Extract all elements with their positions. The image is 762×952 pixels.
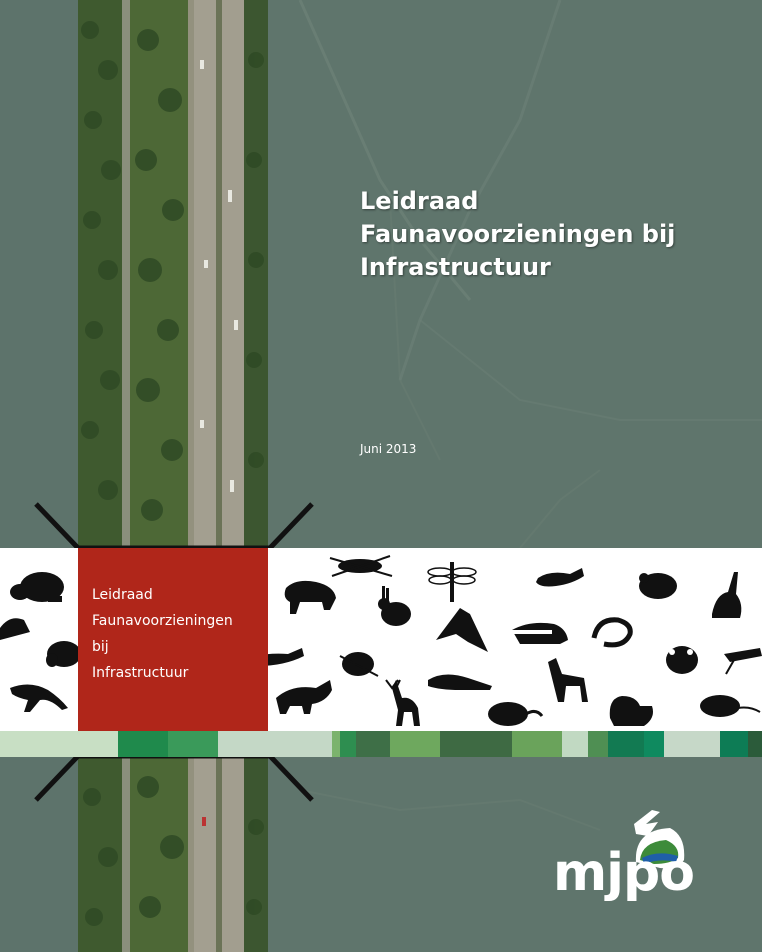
dragonfly-icon: [428, 562, 476, 602]
color-stripe: [332, 731, 340, 757]
beetle-icon: [330, 556, 392, 576]
series-line-1: Leidraad: [92, 587, 153, 603]
otter-icon: [536, 568, 584, 587]
beaver-icon: [10, 572, 64, 602]
hare-icon: [378, 586, 411, 626]
deer-icon: [548, 658, 588, 702]
title-line-2: Faunavoorzieningen bij: [360, 220, 676, 248]
color-stripe: [0, 731, 118, 757]
publication-date: Juni 2013: [360, 442, 417, 456]
cover-title: [360, 185, 675, 284]
stag-icon: [386, 680, 420, 726]
title-line-3: Infrastructuur: [360, 253, 551, 281]
color-stripe: [356, 731, 390, 757]
mouse-icon: [700, 695, 760, 717]
series-line-2: Faunavoorzieningen: [92, 613, 233, 629]
badger-icon: [512, 623, 568, 644]
wild-boar-icon: [285, 581, 336, 614]
series-line-3: bij: [92, 639, 109, 655]
color-stripe: [720, 731, 748, 757]
color-stripe: [562, 731, 588, 757]
bridge-bracket-bottom: [30, 752, 320, 804]
hedgehog-icon: [0, 618, 30, 640]
mjpo-logo-text: mjpo: [553, 843, 694, 903]
hamster-icon: [639, 573, 677, 599]
rabbit-icon: [712, 572, 741, 618]
bridge-bracket-top: [30, 500, 320, 552]
snake-icon: [594, 620, 630, 645]
color-stripe: [512, 731, 562, 757]
color-stripe: [440, 731, 512, 757]
color-stripe: [168, 731, 218, 757]
squirrel-icon: [610, 696, 653, 726]
cat-icon: [666, 646, 698, 674]
color-stripe: [644, 731, 664, 757]
stag-beetle-icon: [340, 652, 378, 676]
toad-icon: [46, 641, 81, 667]
grasshopper-icon: [724, 648, 762, 674]
color-stripe: [390, 731, 440, 757]
series-line-4: Infrastructuur: [92, 665, 189, 681]
marten-icon: [10, 684, 68, 712]
mole-icon: [428, 674, 492, 690]
fox-icon: [276, 680, 332, 714]
color-stripe: [588, 731, 608, 757]
color-stripes: [0, 731, 762, 757]
road-illustration: [78, 0, 268, 548]
series-title-text: [92, 582, 233, 686]
moth-icon: [436, 608, 488, 652]
color-stripe: [748, 731, 762, 757]
color-stripe: [340, 731, 356, 757]
color-stripe: [664, 731, 720, 757]
title-line-1: Leidraad: [360, 187, 479, 215]
dormouse-icon: [488, 702, 542, 726]
color-stripe: [608, 731, 644, 757]
color-stripe: [118, 731, 168, 757]
aerial-road-top: [78, 0, 268, 548]
color-stripe: [218, 731, 332, 757]
